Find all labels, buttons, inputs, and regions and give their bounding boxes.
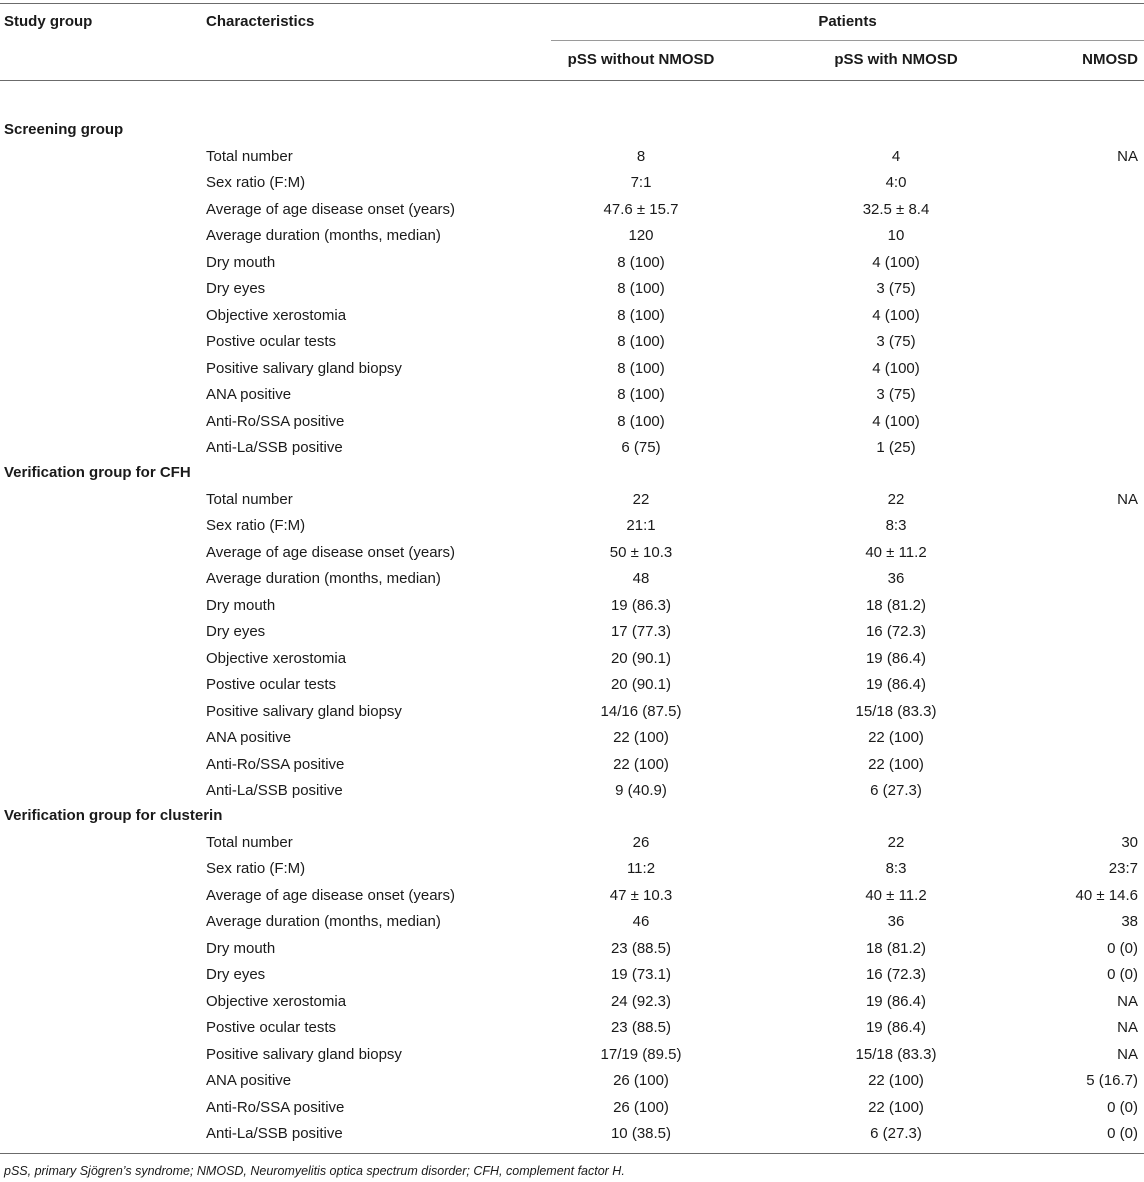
table-row	[0, 597, 1144, 623]
cell-pss-without-nmosd: 26	[632, 834, 650, 851]
header-pss-with-nmosd: pSS with NMOSD	[834, 51, 958, 68]
table-row	[0, 966, 1144, 992]
row-label: Positive salivary gland biopsy	[206, 702, 402, 720]
cell-pss-without-nmosd: 10 (38.5)	[610, 1124, 672, 1142]
patients-underline-rule	[551, 40, 1144, 41]
row-label: Dry eyes	[206, 966, 266, 984]
table-row	[0, 148, 1144, 174]
row-label: Sex ratio (F:M)	[206, 517, 306, 535]
row-label: ANA positive	[206, 1072, 292, 1090]
cell-pss-without-nmosd: 47 ± 10.3	[609, 886, 673, 904]
cell-pss-with-nmosd: 8:3	[885, 860, 907, 878]
table-row	[0, 1125, 1144, 1151]
cell-pss-without-nmosd: 7:1	[630, 174, 652, 192]
row-label: Anti-Ro/SSA positive	[206, 412, 345, 430]
table-row	[0, 676, 1144, 702]
cell-pss-with-nmosd: 4 (100)	[872, 306, 920, 324]
header-bottom-rule	[0, 80, 1144, 81]
row-label: Postive ocular tests	[206, 333, 337, 351]
cell-pss-with-nmosd: 4 (100)	[872, 253, 920, 271]
row-label: Dry eyes	[206, 280, 266, 298]
cell-pss-without-nmosd: 11:2	[626, 860, 656, 878]
table-row	[0, 887, 1144, 913]
table-row	[0, 227, 1144, 253]
cell-pss-without-nmosd: 8 (100)	[617, 280, 665, 298]
group-title: Screening group	[4, 121, 124, 138]
cell-pss-with-nmosd: 15/18 (83.3)	[855, 1045, 937, 1063]
cell-pss-with-nmosd: 18 (81.2)	[865, 939, 927, 957]
cell-nmosd: 40 ± 14.6	[1075, 886, 1138, 904]
cell-pss-with-nmosd: 40 ± 11.2	[865, 886, 927, 904]
cell-pss-with-nmosd: 6 (27.3)	[870, 1124, 922, 1142]
cell-pss-with-nmosd: 22 (100)	[868, 1072, 924, 1090]
table-row	[0, 280, 1144, 306]
cell-pss-with-nmosd: 1 (25)	[876, 438, 916, 456]
cell-nmosd: NA	[1117, 1019, 1138, 1037]
table-row	[0, 729, 1144, 755]
cell-nmosd: NA	[1117, 992, 1138, 1010]
group-title: Verification group for clusterin	[4, 807, 223, 824]
header-study-group: Study group	[4, 13, 93, 30]
table-row	[0, 570, 1144, 596]
cell-nmosd: NA	[1117, 1045, 1138, 1063]
table-row	[0, 834, 1144, 860]
cell-pss-without-nmosd: 8 (100)	[617, 253, 665, 271]
row-label: Objective xerostomia	[206, 306, 347, 324]
cell-pss-without-nmosd: 14/16 (87.5)	[600, 702, 682, 720]
cell-pss-without-nmosd: 20 (90.1)	[610, 649, 672, 667]
header-characteristics: Characteristics	[206, 13, 315, 30]
cell-pss-without-nmosd: 9 (40.9)	[615, 781, 667, 799]
cell-pss-with-nmosd: 8:3	[885, 517, 907, 535]
cell-pss-with-nmosd: 16 (72.3)	[865, 966, 927, 984]
cell-pss-with-nmosd: 22	[887, 834, 905, 851]
cell-nmosd: 23:7	[1108, 860, 1138, 878]
cell-pss-without-nmosd: 24 (92.3)	[610, 992, 672, 1010]
table-row	[0, 782, 1144, 808]
row-label: Average duration (months, median)	[206, 227, 441, 245]
header-pss-without-nmosd: pSS without NMOSD	[567, 51, 715, 68]
cell-pss-with-nmosd: 18 (81.2)	[865, 596, 927, 614]
cell-pss-without-nmosd: 8 (100)	[617, 412, 665, 430]
row-label: ANA positive	[206, 729, 292, 747]
row-label: Average of age disease onset (years)	[206, 543, 456, 561]
cell-pss-with-nmosd: 4:0	[885, 174, 907, 192]
cell-nmosd: 0 (0)	[1107, 939, 1138, 957]
cell-pss-with-nmosd: 10	[887, 227, 905, 245]
cell-pss-without-nmosd: 20 (90.1)	[610, 676, 672, 694]
cell-pss-without-nmosd: 22	[632, 491, 650, 508]
cell-pss-without-nmosd: 8 (100)	[617, 359, 665, 377]
row-label: ANA positive	[206, 386, 292, 404]
cell-pss-without-nmosd: 8 (100)	[617, 306, 665, 324]
row-label: Average of age disease onset (years)	[206, 200, 456, 218]
row-label: Dry mouth	[206, 939, 276, 957]
row-label: Total number	[206, 834, 293, 851]
table-row	[0, 386, 1144, 412]
table-row	[0, 413, 1144, 439]
cell-pss-with-nmosd: 4 (100)	[872, 359, 920, 377]
table-row	[0, 860, 1144, 886]
cell-pss-without-nmosd: 17 (77.3)	[610, 623, 672, 641]
row-label: Positive salivary gland biopsy	[206, 1045, 402, 1063]
table-row	[0, 491, 1144, 517]
row-label: Total number	[206, 491, 293, 508]
row-label: Average duration (months, median)	[206, 570, 441, 588]
row-label: Average duration (months, median)	[206, 913, 441, 931]
table-footnote: pSS, primary Sjögren’s syndrome; NMOSD, Neuromyelitis optica spectrum disorder; CFH, complement factor H.	[4, 1164, 625, 1178]
table-top-rule	[0, 3, 1144, 4]
row-label: Positive salivary gland biopsy	[206, 359, 402, 377]
header-patients: Patients	[818, 13, 877, 30]
cell-pss-without-nmosd: 48	[632, 570, 650, 588]
cell-nmosd: 0 (0)	[1107, 966, 1138, 984]
cell-pss-without-nmosd: 26 (100)	[613, 1098, 669, 1116]
row-label: Average of age disease onset (years)	[206, 886, 456, 904]
cell-pss-without-nmosd: 8 (100)	[617, 333, 665, 351]
cell-pss-with-nmosd: 22 (100)	[868, 1098, 924, 1116]
cell-pss-without-nmosd: 120	[628, 227, 654, 245]
row-label: Anti-Ro/SSA positive	[206, 1098, 345, 1116]
cell-pss-with-nmosd: 22 (100)	[868, 729, 924, 747]
table-row	[0, 940, 1144, 966]
row-label: Anti-La/SSB positive	[206, 438, 343, 456]
table-row	[0, 623, 1144, 649]
row-label: Anti-La/SSB positive	[206, 781, 343, 799]
cell-pss-with-nmosd: 22	[887, 491, 905, 508]
cell-nmosd: NA	[1117, 491, 1138, 508]
cell-pss-with-nmosd: 19 (86.4)	[865, 1019, 927, 1037]
table-row	[0, 913, 1144, 939]
cell-pss-with-nmosd: 4 (100)	[872, 412, 920, 430]
table-row	[0, 307, 1144, 333]
table-bottom-rule	[0, 1153, 1144, 1154]
cell-pss-with-nmosd: 4	[891, 148, 901, 165]
cell-pss-without-nmosd: 47.6 ± 15.7	[603, 200, 679, 218]
row-label: Objective xerostomia	[206, 992, 347, 1010]
cell-pss-with-nmosd: 3 (75)	[876, 280, 916, 298]
cell-nmosd: 38	[1121, 913, 1138, 931]
cell-pss-with-nmosd: 3 (75)	[876, 333, 916, 351]
cell-pss-with-nmosd: 32.5 ± 8.4	[862, 200, 930, 218]
cell-pss-without-nmosd: 23 (88.5)	[610, 1019, 672, 1037]
table-row	[0, 1046, 1144, 1072]
table-row	[0, 439, 1144, 465]
row-label: Anti-Ro/SSA positive	[206, 755, 345, 773]
row-label: Objective xerostomia	[206, 649, 347, 667]
row-label: Postive ocular tests	[206, 1019, 337, 1037]
cell-pss-with-nmosd: 19 (86.4)	[865, 992, 927, 1010]
row-label: Sex ratio (F:M)	[206, 174, 306, 192]
table-row	[0, 1072, 1144, 1098]
cell-nmosd: 0 (0)	[1107, 1124, 1138, 1142]
table-row	[0, 1099, 1144, 1125]
row-label: Postive ocular tests	[206, 676, 337, 694]
cell-pss-without-nmosd: 46	[632, 913, 650, 931]
table-row	[0, 756, 1144, 782]
row-label: Total number	[206, 148, 293, 165]
cell-pss-with-nmosd: 19 (86.4)	[865, 676, 927, 694]
table-row	[0, 703, 1144, 729]
cell-pss-without-nmosd: 22 (100)	[613, 729, 669, 747]
cell-pss-with-nmosd: 36	[887, 913, 905, 931]
table-row	[0, 254, 1144, 280]
table-row	[0, 174, 1144, 200]
cell-nmosd: NA	[1117, 148, 1138, 165]
cell-pss-without-nmosd: 17/19 (89.5)	[600, 1045, 682, 1063]
cell-nmosd: 0 (0)	[1107, 1098, 1138, 1116]
cell-pss-without-nmosd: 19 (86.3)	[610, 596, 672, 614]
cell-pss-without-nmosd: 8	[636, 148, 646, 165]
header-nmosd: NMOSD	[1082, 51, 1138, 68]
cell-pss-with-nmosd: 36	[887, 570, 905, 588]
cell-pss-with-nmosd: 6 (27.3)	[870, 781, 922, 799]
row-label: Dry mouth	[206, 253, 276, 271]
table-row	[0, 544, 1144, 570]
table-row	[0, 517, 1144, 543]
row-label: Sex ratio (F:M)	[206, 860, 306, 878]
cell-nmosd: 5 (16.7)	[1086, 1072, 1138, 1090]
cell-pss-without-nmosd: 23 (88.5)	[610, 939, 672, 957]
table-row	[0, 1019, 1144, 1045]
cell-pss-with-nmosd: 19 (86.4)	[865, 649, 927, 667]
table-row	[0, 360, 1144, 386]
cell-pss-with-nmosd: 16 (72.3)	[865, 623, 927, 641]
cell-pss-with-nmosd: 40 ± 11.2	[865, 543, 927, 561]
cell-pss-without-nmosd: 21:1	[626, 517, 656, 535]
cell-pss-without-nmosd: 22 (100)	[613, 755, 669, 773]
cell-pss-with-nmosd: 22 (100)	[868, 755, 924, 773]
cell-pss-with-nmosd: 3 (75)	[876, 386, 916, 404]
group-title: Verification group for CFH	[4, 464, 191, 481]
table-row	[0, 650, 1144, 676]
table-row	[0, 333, 1144, 359]
cell-nmosd: 30	[1121, 834, 1138, 851]
row-label: Dry eyes	[206, 623, 266, 641]
cell-pss-without-nmosd: 19 (73.1)	[610, 966, 672, 984]
cell-pss-without-nmosd: 50 ± 10.3	[609, 543, 673, 561]
cell-pss-without-nmosd: 26 (100)	[613, 1072, 669, 1090]
row-label: Dry mouth	[206, 596, 276, 614]
cell-pss-without-nmosd: 6 (75)	[621, 438, 661, 456]
row-label: Anti-La/SSB positive	[206, 1124, 343, 1142]
cell-pss-without-nmosd: 8 (100)	[617, 386, 665, 404]
table-row	[0, 201, 1144, 227]
cell-pss-with-nmosd: 15/18 (83.3)	[855, 702, 937, 720]
table-row	[0, 993, 1144, 1019]
